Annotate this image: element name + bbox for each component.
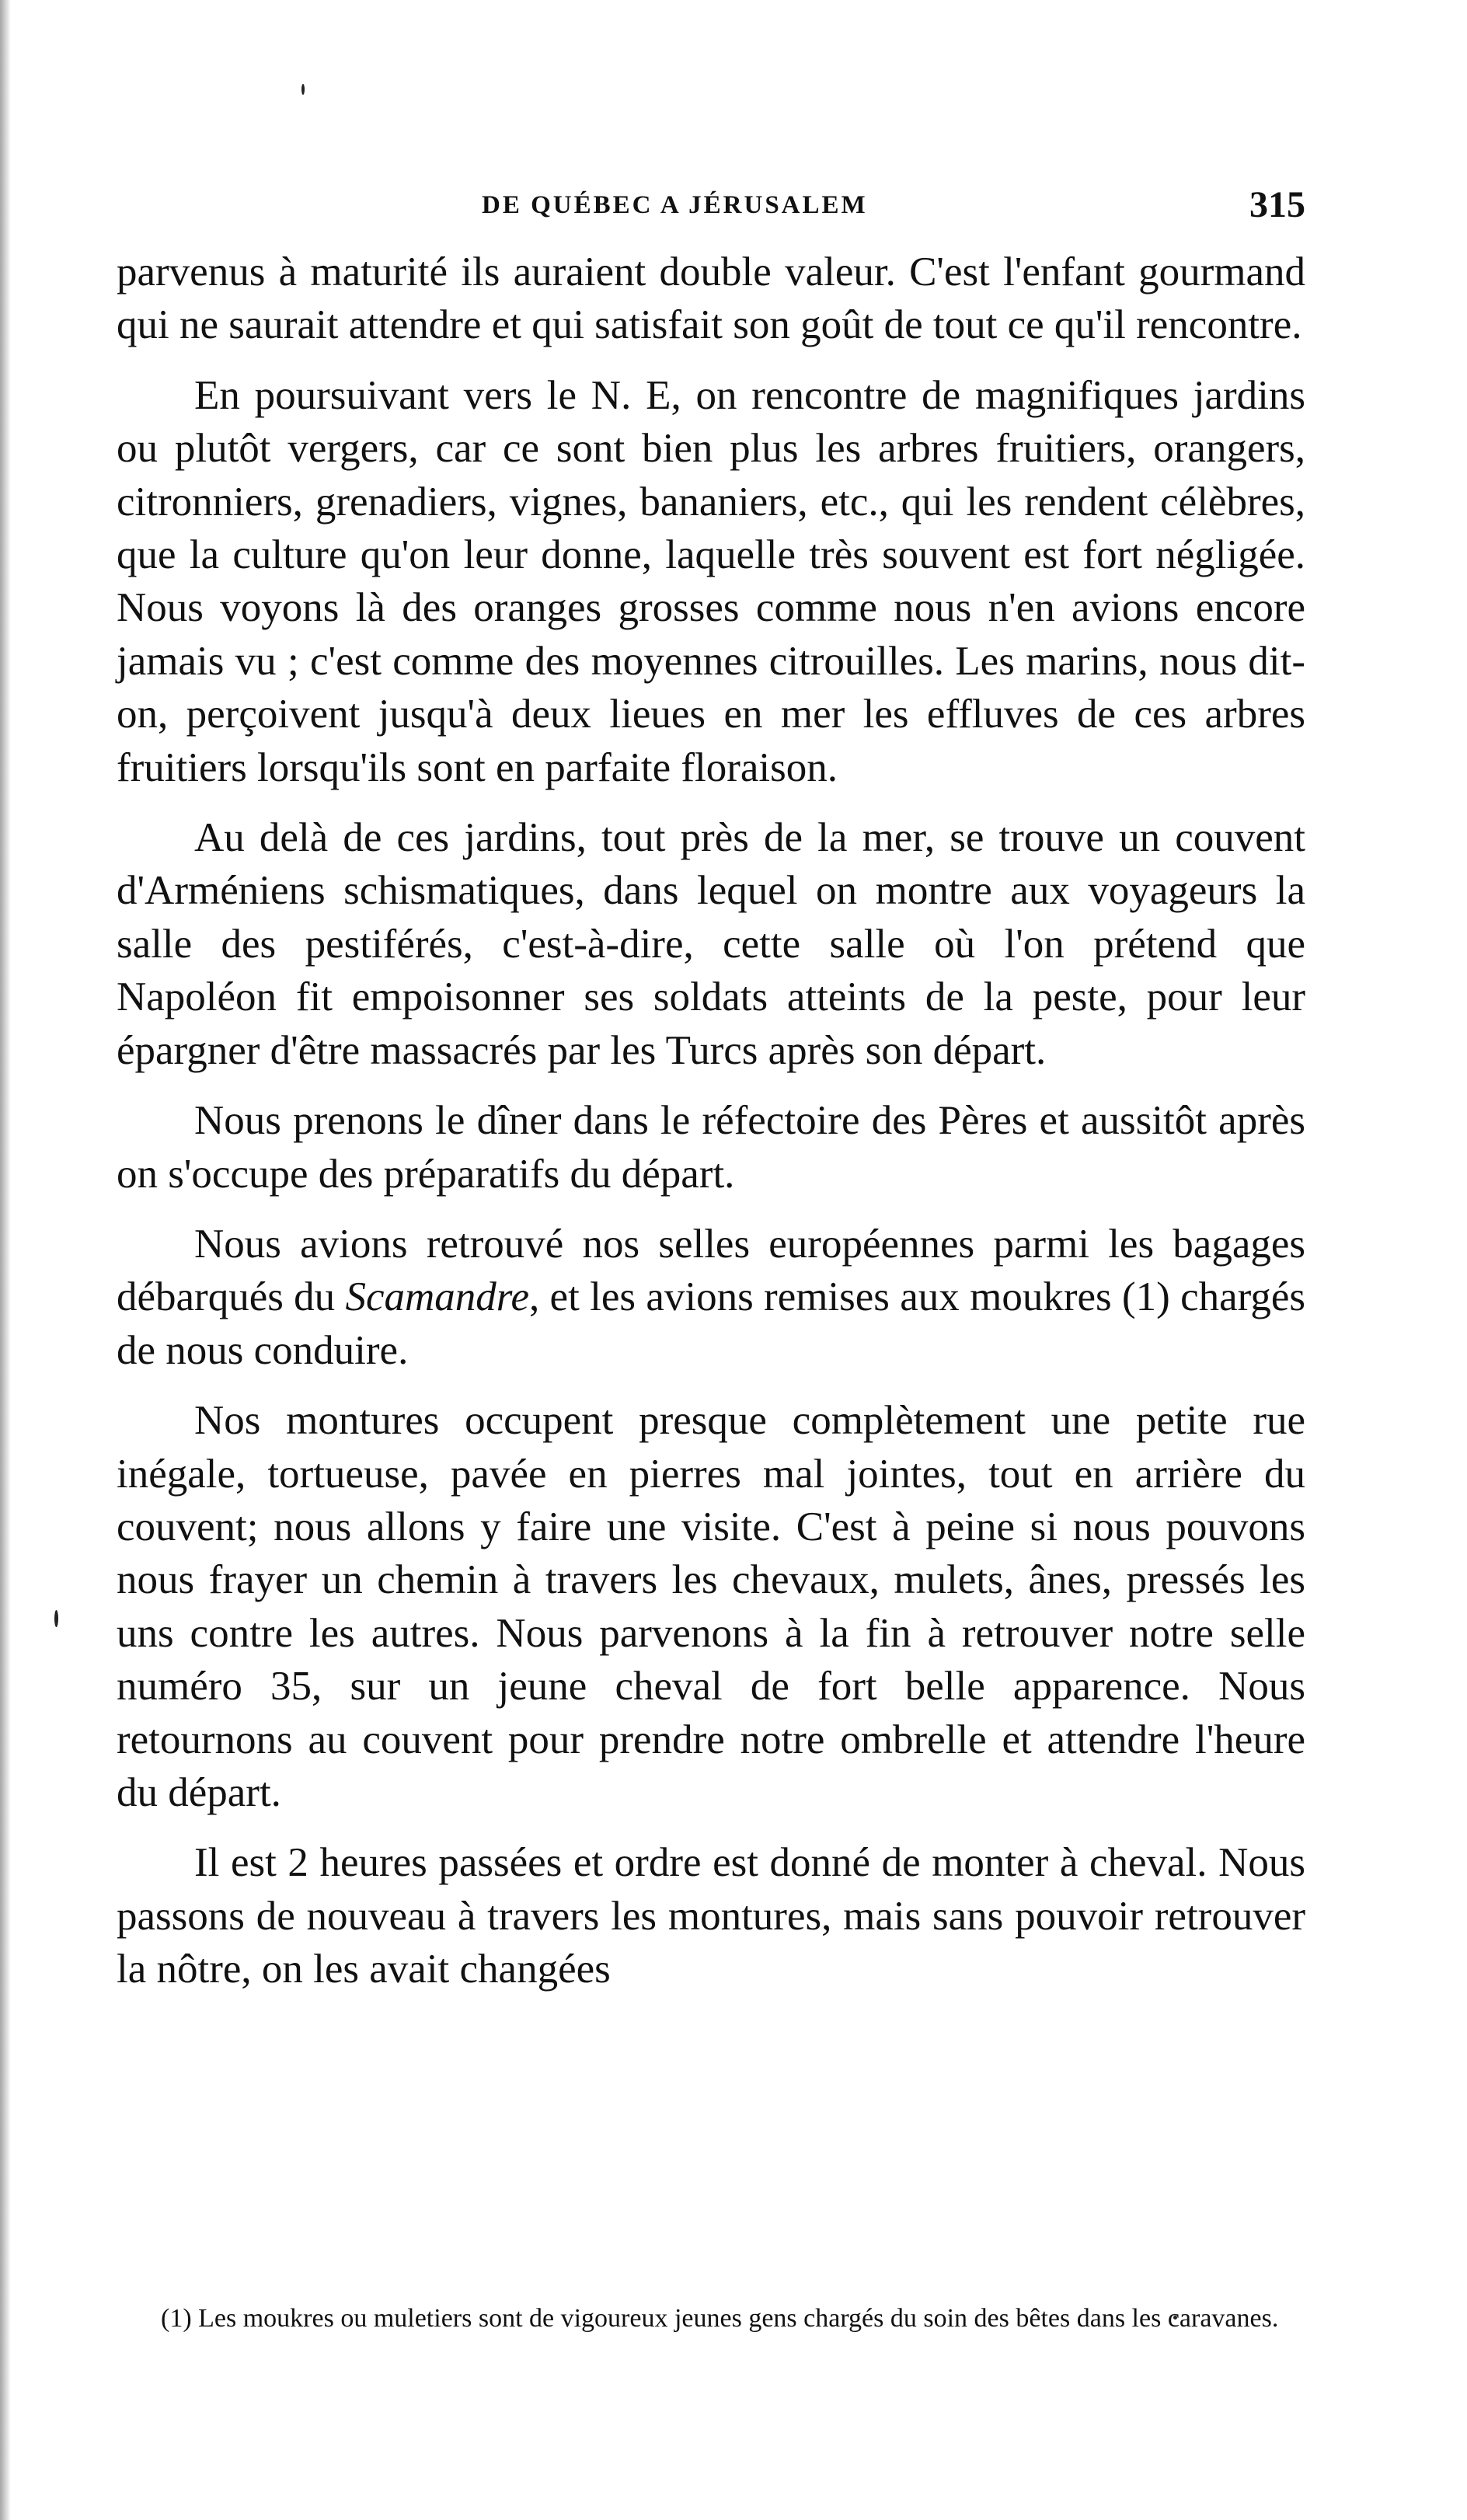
- scan-speck: [54, 1610, 58, 1627]
- ship-name: Scamandre: [345, 1274, 529, 1320]
- page-header: [482, 183, 1305, 238]
- footnote: (1) Les moukres ou muletiers sont de vigoureux jeunes gens chargés du soin des bêtes dans les caravanes.: [161, 2304, 1279, 2333]
- paragraph: parvenus à maturité ils auraient double valeur. C'est l'enfant gourmand qui ne saurait attendre et qui satisfait son goût de tout ce qu'il rencontre.: [117, 249, 1305, 348]
- paragraph: Il est 2 heures passées et ordre est donné de monter à cheval. Nous passons de nouveau à travers les montures, mais sans pouvoir retrouver la nôtre, on les avait changées: [117, 1840, 1305, 1992]
- paragraph-text: Nous avions retrouvé nos selles européennes parmi les bagages débarqués du: [117, 1221, 1305, 1320]
- scan-speck: [301, 84, 305, 95]
- running-title: DE QUÉBEC A JÉRUSALEM: [482, 191, 868, 219]
- paragraph: [117, 1218, 1305, 1377]
- paragraph: Au delà de ces jardins, tout près de la mer, se trouve un couvent d'Arméniens schismatiques, dans lequel on montre aux voyageurs la salle des pestiférés, c'est-à-dire, cette salle où l'on prétend que Napoléon fit empoisonner ses soldats atteints de la peste, pour leur épargner d'être massacrés par les Turcs après son départ.: [117, 815, 1305, 1073]
- body-text: [117, 246, 1305, 1996]
- paragraph-text: , et les avions remises aux moukres (1) chargés de nous conduire.: [117, 1274, 1305, 1373]
- scan-left-edge: [0, 0, 11, 2520]
- page-number: 315: [1249, 184, 1305, 225]
- paragraph: Nos montures occupent presque complètement une petite rue inégale, tortueuse, pavée en pierres mal jointes, tout en arrière du couvent; nous allons y faire une visite. C'est à peine si nous pouvons nous frayer un chemin à travers les chevaux, mulets, ânes, pressés les uns contre les autres. Nous parvenons à la fin à retrouver notre selle numéro 35, sur un jeune cheval de fort belle apparence. Nous retournons au couvent pour prendre notre ombrelle et attendre l'heure du départ.: [117, 1398, 1305, 1815]
- paragraph: Nous prenons le dîner dans le réfectoire des Pères et aussitôt après on s'occupe des préparatifs du départ.: [117, 1098, 1305, 1197]
- paragraph: En poursuivant vers le N. E, on rencontre de magnifiques jardins ou plutôt vergers, car ce sont bien plus les arbres fruitiers, orangers, citronniers, grenadiers, vignes, bananiers, etc., qui les rendent célèbres, que la culture qu'on leur donne, laquelle très souvent est fort négligée. Nous voyons là des oranges grosses comme nous n'en avions encore jamais vu ; c'est comme des moyennes citrouilles. Les marins, nous dit-on, perçoivent jusqu'à deux lieues en mer les effluves de ces arbres fruitiers lorsqu'ils sont en parfaite floraison.: [117, 372, 1305, 790]
